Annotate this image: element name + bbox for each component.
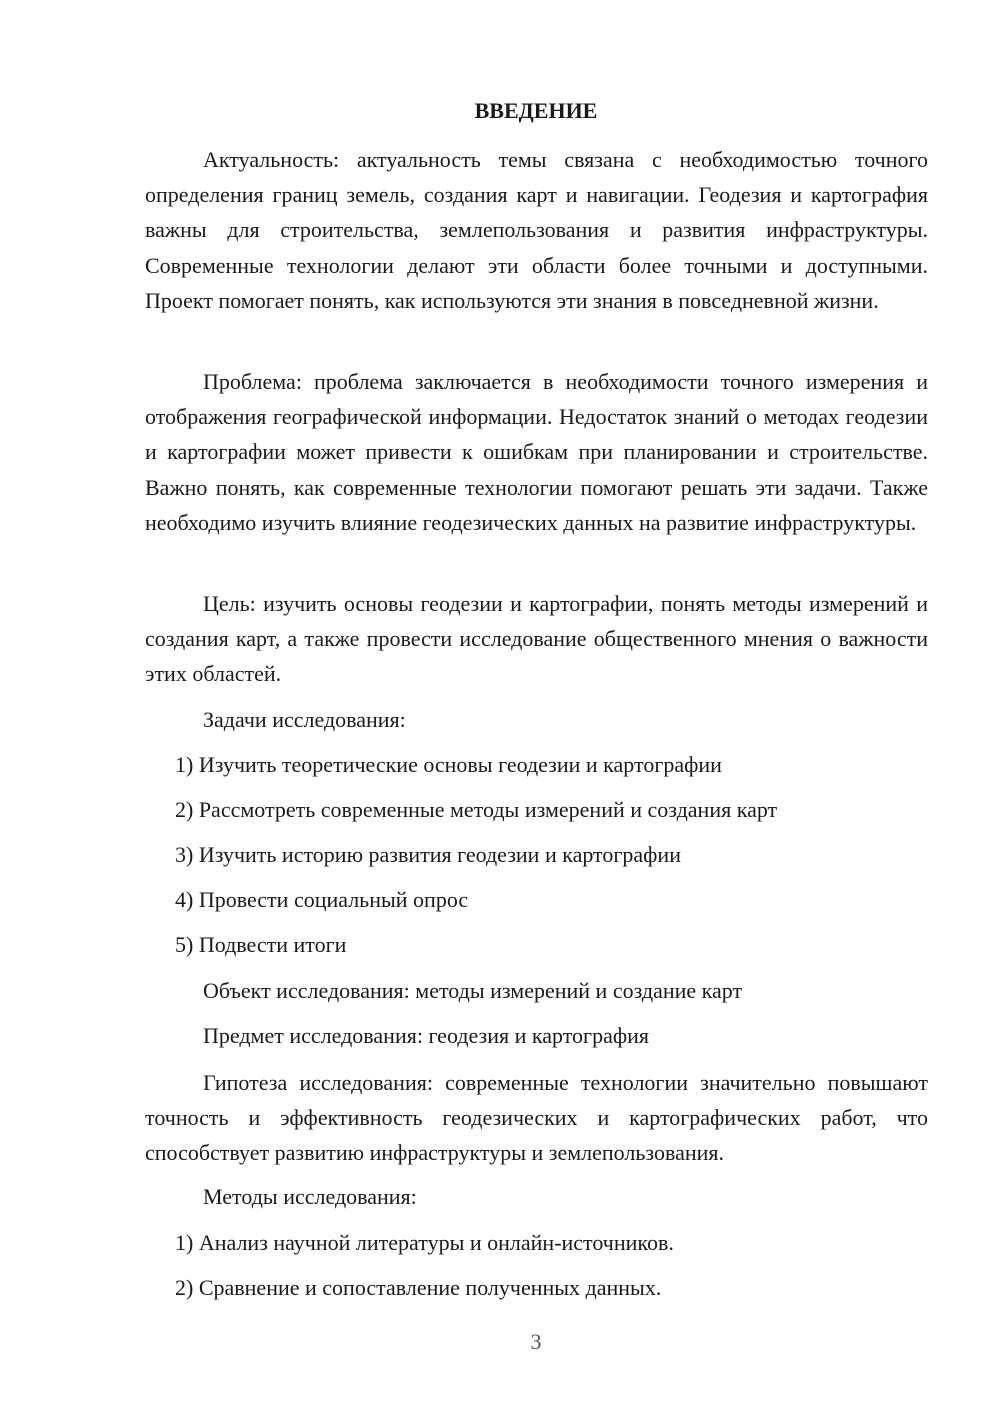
page-title: ВВЕДЕНИЕ xyxy=(474,98,598,123)
list-item: 5) Подвести итоги xyxy=(175,932,347,957)
list-item: 1) Изучить теоретические основы геодезии и картографии xyxy=(175,752,722,777)
object-line: Объект исследования: методы измерений и создание карт xyxy=(203,978,743,1003)
page-number: 3 xyxy=(530,1329,542,1354)
list-item: 3) Изучить историю развития геодезии и картографии xyxy=(175,842,681,867)
methods-label: Методы исследования: xyxy=(203,1184,417,1209)
goal-paragraph: Цель: изучить основы геодезии и картографии, понять методы измерений и создания карт, а также провести исследование общественного мнения о важности этих областей. xyxy=(145,591,928,687)
tasks-label: Задачи исследования: xyxy=(203,707,406,732)
list-item: 4) Провести социальный опрос xyxy=(175,887,469,912)
list-item: 2) Рассмотреть современные методы измерений и создания карт xyxy=(175,797,778,822)
problem-paragraph: Проблема: проблема заключается в необходимости точного измерения и отображения географической информации. Недостаток знаний о методах геодезии и картографии может привести к ошибкам при планировании и строительстве. Важно понять, как современные технологии помогают решать эти задачи. Также необходимо изучить влияние геодезических данных на развитие инфраструктуры. xyxy=(145,369,928,535)
list-item: 1) Анализ научной литературы и онлайн-источников. xyxy=(175,1230,674,1255)
list-item: 2) Сравнение и сопоставление полученных данных. xyxy=(175,1275,662,1300)
hypothesis-paragraph: Гипотеза исследования: современные технологии значительно повышают точность и эффективность геодезических и картографических работ, что способствует развитию инфраструктуры и землепользования. xyxy=(145,1070,928,1166)
subject-line: Предмет исследования: геодезия и картография xyxy=(203,1023,649,1048)
relevance-paragraph: Актуальность: актуальность темы связана с необходимостью точного определения границ земель, создания карт и навигации. Геодезия и картография важны для строительства, землепользования и развития инфраструктуры. Современные технологии делают эти области более точными и доступными. Проект помогает понять, как используются эти знания в повседневной жизни. xyxy=(145,147,928,313)
